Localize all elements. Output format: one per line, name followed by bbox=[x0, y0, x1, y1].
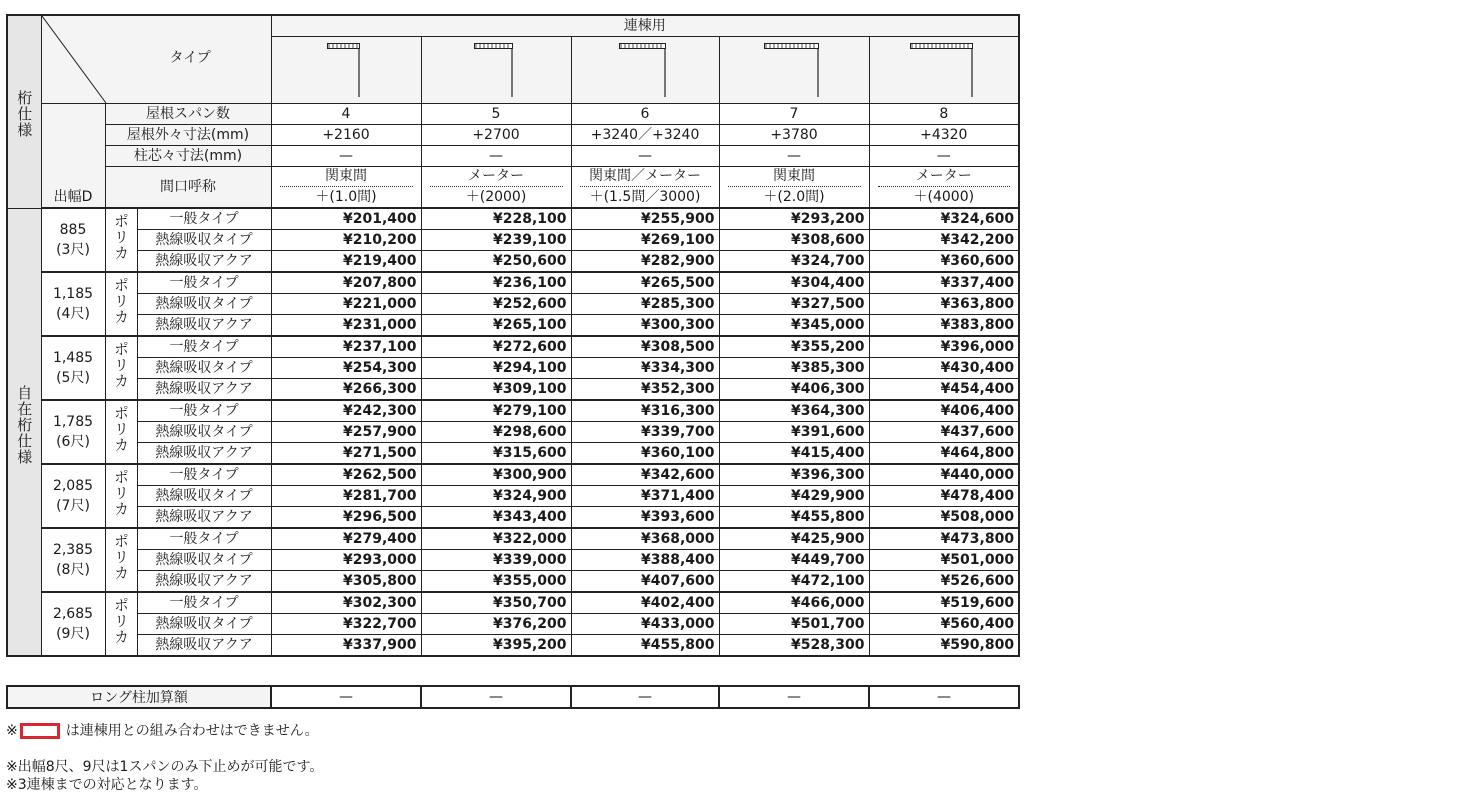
price-row bbox=[7, 550, 1019, 571]
note-mark: ※ bbox=[6, 723, 18, 739]
panel-type: 熱線吸収タイプ bbox=[137, 230, 271, 251]
material-cell bbox=[105, 528, 137, 592]
frontage-label: 間口呼称 bbox=[105, 167, 271, 209]
price-row bbox=[7, 336, 1019, 358]
width-cell bbox=[41, 208, 105, 272]
price-cell: ¥406,300 bbox=[719, 379, 869, 401]
type-icon-cell bbox=[869, 37, 1019, 104]
price-cell: ¥339,700 bbox=[571, 422, 719, 443]
price-table bbox=[6, 14, 1020, 657]
diagonal-line bbox=[42, 16, 272, 103]
price-cell: ¥308,500 bbox=[571, 336, 719, 358]
price-cell: ¥350,700 bbox=[421, 592, 571, 614]
price-cell: ¥293,200 bbox=[719, 208, 869, 230]
width-value: 1,485 bbox=[52, 350, 94, 366]
long-post-value: — bbox=[421, 686, 571, 708]
width-value: 2,685 bbox=[52, 606, 94, 622]
width-label-cell bbox=[41, 104, 105, 209]
panel-type: 熱線吸収アクア bbox=[137, 443, 271, 465]
price-cell: ¥360,100 bbox=[571, 443, 719, 465]
spec-value: +2160 bbox=[271, 125, 421, 146]
material-label: ポリカ bbox=[112, 277, 130, 325]
price-cell: ¥271,500 bbox=[271, 443, 421, 465]
width-value: 1,785 bbox=[52, 414, 94, 430]
price-cell: ¥219,400 bbox=[271, 251, 421, 273]
roof-type-icon bbox=[764, 43, 824, 99]
price-cell: ¥473,800 bbox=[869, 528, 1019, 550]
frontage-top: 関東間 bbox=[280, 167, 413, 187]
price-row bbox=[7, 443, 1019, 465]
frontage-bottom: ＋(1.5間／3000) bbox=[589, 189, 701, 205]
span-spec-label bbox=[7, 15, 41, 208]
long-post-row bbox=[7, 686, 1019, 708]
price-cell: ¥269,100 bbox=[571, 230, 719, 251]
price-cell: ¥342,600 bbox=[571, 464, 719, 486]
price-cell: ¥324,700 bbox=[719, 251, 869, 273]
price-cell: ¥472,100 bbox=[719, 571, 869, 593]
price-cell: ¥282,900 bbox=[571, 251, 719, 273]
price-cell: ¥415,400 bbox=[719, 443, 869, 465]
long-post-value: — bbox=[869, 686, 1019, 708]
spec-value: — bbox=[571, 146, 719, 167]
panel-type: 一般タイプ bbox=[137, 592, 271, 614]
panel-type: 熱線吸収タイプ bbox=[137, 614, 271, 635]
price-cell: ¥322,000 bbox=[421, 528, 571, 550]
price-cell: ¥528,300 bbox=[719, 635, 869, 657]
roof-type-icon bbox=[619, 43, 671, 99]
spec-value: +2700 bbox=[421, 125, 571, 146]
spec-value: +3780 bbox=[719, 125, 869, 146]
spec-value: — bbox=[271, 146, 421, 167]
price-cell: ¥406,400 bbox=[869, 400, 1019, 422]
panel-type: 一般タイプ bbox=[137, 528, 271, 550]
price-cell: ¥250,600 bbox=[421, 251, 571, 273]
panel-type: 熱線吸収タイプ bbox=[137, 422, 271, 443]
width-label: 出幅D bbox=[53, 189, 93, 205]
price-cell: ¥300,300 bbox=[571, 315, 719, 337]
width-cell bbox=[41, 272, 105, 336]
frontage-bottom: ＋(4000) bbox=[913, 189, 975, 205]
red-box-icon bbox=[20, 723, 60, 739]
price-cell: ¥262,500 bbox=[271, 464, 421, 486]
frontage-top: 関東間／メーター bbox=[580, 167, 711, 187]
width-cell bbox=[41, 592, 105, 656]
spec-value: 6 bbox=[571, 104, 719, 125]
width-value: 2,085 bbox=[52, 478, 94, 494]
price-row bbox=[7, 422, 1019, 443]
panel-type: 一般タイプ bbox=[137, 208, 271, 230]
width-cell bbox=[41, 336, 105, 400]
price-row bbox=[7, 208, 1019, 230]
price-row bbox=[7, 635, 1019, 657]
price-cell: ¥207,800 bbox=[271, 272, 421, 294]
price-cell: ¥265,500 bbox=[571, 272, 719, 294]
material-cell bbox=[105, 272, 137, 336]
spec-value: +3240／+3240 bbox=[571, 125, 719, 146]
material-cell bbox=[105, 592, 137, 656]
price-cell: ¥231,000 bbox=[271, 315, 421, 337]
width-shaku: (7尺) bbox=[56, 498, 90, 514]
panel-type: 熱線吸収タイプ bbox=[137, 550, 271, 571]
frontage-top: メーター bbox=[430, 167, 563, 187]
price-cell: ¥315,600 bbox=[421, 443, 571, 465]
type-icon-cell bbox=[571, 37, 719, 104]
price-cell: ¥302,300 bbox=[271, 592, 421, 614]
price-row bbox=[7, 272, 1019, 294]
long-post-label: ロング柱加算額 bbox=[7, 686, 271, 708]
panel-type: 一般タイプ bbox=[137, 272, 271, 294]
width-shaku: (9尺) bbox=[56, 626, 90, 642]
price-row bbox=[7, 592, 1019, 614]
spec-value: 5 bbox=[421, 104, 571, 125]
material-cell bbox=[105, 464, 137, 528]
type-icon-cell bbox=[719, 37, 869, 104]
panel-type: 熱線吸収アクア bbox=[137, 315, 271, 337]
price-cell: ¥352,300 bbox=[571, 379, 719, 401]
note-1-text: は連棟用との組み合わせはできません。 bbox=[65, 723, 319, 739]
frontage-top: メーター bbox=[878, 167, 1011, 187]
price-cell: ¥501,700 bbox=[719, 614, 869, 635]
long-post-value: — bbox=[571, 686, 719, 708]
width-cell bbox=[41, 528, 105, 592]
price-cell: ¥210,200 bbox=[271, 230, 421, 251]
panel-type: 一般タイプ bbox=[137, 336, 271, 358]
price-cell: ¥355,200 bbox=[719, 336, 869, 358]
price-cell: ¥345,000 bbox=[719, 315, 869, 337]
price-cell: ¥281,700 bbox=[271, 486, 421, 507]
price-cell: ¥402,400 bbox=[571, 592, 719, 614]
price-cell: ¥464,800 bbox=[869, 443, 1019, 465]
price-cell: ¥300,900 bbox=[421, 464, 571, 486]
price-cell: ¥391,600 bbox=[719, 422, 869, 443]
price-cell: ¥393,600 bbox=[571, 507, 719, 529]
body-spec-label-text: 自在桁仕様 bbox=[15, 384, 34, 465]
price-cell: ¥293,000 bbox=[271, 550, 421, 571]
frontage-top: 関東間 bbox=[728, 167, 861, 187]
material-label: ポリカ bbox=[112, 213, 130, 261]
price-row bbox=[7, 315, 1019, 337]
spec-value: 4 bbox=[271, 104, 421, 125]
price-cell: ¥590,800 bbox=[869, 635, 1019, 657]
price-cell: ¥337,900 bbox=[271, 635, 421, 657]
price-cell: ¥519,600 bbox=[869, 592, 1019, 614]
price-cell: ¥252,600 bbox=[421, 294, 571, 315]
spec-value: — bbox=[719, 146, 869, 167]
type-icon-cell bbox=[421, 37, 571, 104]
price-cell: ¥327,500 bbox=[719, 294, 869, 315]
width-shaku: (5尺) bbox=[56, 370, 90, 386]
note-2: ※出幅8尺、9尺は1スパンのみ下止めが可能です。 bbox=[6, 759, 324, 775]
frontage-value bbox=[421, 167, 571, 209]
material-cell bbox=[105, 400, 137, 464]
price-cell: ¥383,800 bbox=[869, 315, 1019, 337]
price-cell: ¥430,400 bbox=[869, 358, 1019, 379]
note-3: ※3連棟までの対応となります。 bbox=[6, 777, 208, 793]
price-row bbox=[7, 464, 1019, 486]
frontage-value bbox=[571, 167, 719, 209]
long-post-value: — bbox=[719, 686, 869, 708]
spec-label: 屋根外々寸法(mm) bbox=[105, 125, 271, 146]
panel-type: 熱線吸収アクア bbox=[137, 635, 271, 657]
price-row bbox=[7, 379, 1019, 401]
price-cell: ¥308,600 bbox=[719, 230, 869, 251]
price-cell: ¥337,400 bbox=[869, 272, 1019, 294]
price-cell: ¥343,400 bbox=[421, 507, 571, 529]
panel-type: 熱線吸収アクア bbox=[137, 571, 271, 593]
panel-type: 熱線吸収タイプ bbox=[137, 486, 271, 507]
price-cell: ¥437,600 bbox=[869, 422, 1019, 443]
panel-type: 熱線吸収アクア bbox=[137, 379, 271, 401]
price-cell: ¥455,800 bbox=[719, 507, 869, 529]
group-label: 連棟用 bbox=[271, 15, 1019, 37]
frontage-bottom: ＋(2000) bbox=[465, 189, 527, 205]
price-cell: ¥316,300 bbox=[571, 400, 719, 422]
spec-row bbox=[7, 104, 1019, 125]
panel-type: 一般タイプ bbox=[137, 464, 271, 486]
diagonal-header bbox=[42, 16, 271, 103]
price-cell: ¥237,100 bbox=[271, 336, 421, 358]
price-cell: ¥201,400 bbox=[271, 208, 421, 230]
price-row bbox=[7, 358, 1019, 379]
panel-type: 熱線吸収アクア bbox=[137, 251, 271, 273]
price-cell: ¥455,800 bbox=[571, 635, 719, 657]
spec-label: 柱芯々寸法(mm) bbox=[105, 146, 271, 167]
price-row bbox=[7, 507, 1019, 529]
price-cell: ¥429,900 bbox=[719, 486, 869, 507]
panel-type: 一般タイプ bbox=[137, 400, 271, 422]
panel-type: 熱線吸収アクア bbox=[137, 507, 271, 529]
price-cell: ¥433,000 bbox=[571, 614, 719, 635]
price-cell: ¥396,000 bbox=[869, 336, 1019, 358]
width-cell bbox=[41, 400, 105, 464]
width-value: 1,185 bbox=[52, 286, 94, 302]
roof-type-icon bbox=[327, 43, 365, 99]
material-cell bbox=[105, 208, 137, 272]
long-post-value: — bbox=[271, 686, 421, 708]
price-cell: ¥221,000 bbox=[271, 294, 421, 315]
price-cell: ¥305,800 bbox=[271, 571, 421, 593]
header-row-group bbox=[7, 15, 1019, 37]
price-row bbox=[7, 486, 1019, 507]
spec-row bbox=[7, 125, 1019, 146]
price-cell: ¥298,600 bbox=[421, 422, 571, 443]
price-cell: ¥255,900 bbox=[571, 208, 719, 230]
width-shaku: (8尺) bbox=[56, 562, 90, 578]
price-cell: ¥526,600 bbox=[869, 571, 1019, 593]
body-spec-label bbox=[7, 208, 41, 656]
price-cell: ¥304,400 bbox=[719, 272, 869, 294]
width-shaku: (3尺) bbox=[56, 242, 90, 258]
material-label: ポリカ bbox=[112, 597, 130, 645]
price-cell: ¥371,400 bbox=[571, 486, 719, 507]
long-post-table bbox=[6, 685, 1020, 709]
price-cell: ¥342,200 bbox=[869, 230, 1019, 251]
material-label: ポリカ bbox=[112, 469, 130, 517]
price-cell: ¥363,800 bbox=[869, 294, 1019, 315]
price-cell: ¥449,700 bbox=[719, 550, 869, 571]
frontage-value bbox=[869, 167, 1019, 209]
frontage-row bbox=[7, 167, 1019, 209]
price-cell: ¥324,900 bbox=[421, 486, 571, 507]
price-cell: ¥501,000 bbox=[869, 550, 1019, 571]
price-cell: ¥395,200 bbox=[421, 635, 571, 657]
price-cell: ¥440,000 bbox=[869, 464, 1019, 486]
type-icon-cell bbox=[271, 37, 421, 104]
price-cell: ¥334,300 bbox=[571, 358, 719, 379]
material-label: ポリカ bbox=[112, 533, 130, 581]
spec-value: — bbox=[421, 146, 571, 167]
price-cell: ¥236,100 bbox=[421, 272, 571, 294]
spec-value: +4320 bbox=[869, 125, 1019, 146]
price-row bbox=[7, 571, 1019, 593]
price-row bbox=[7, 251, 1019, 273]
roof-type-icon bbox=[474, 43, 518, 99]
price-cell: ¥425,900 bbox=[719, 528, 869, 550]
type-label: タイプ bbox=[169, 50, 211, 66]
price-cell: ¥228,100 bbox=[421, 208, 571, 230]
price-cell: ¥266,300 bbox=[271, 379, 421, 401]
width-shaku: (6尺) bbox=[56, 434, 90, 450]
price-cell: ¥376,200 bbox=[421, 614, 571, 635]
type-diagonal-cell bbox=[41, 15, 271, 104]
material-label: ポリカ bbox=[112, 405, 130, 453]
price-row bbox=[7, 614, 1019, 635]
price-cell: ¥396,300 bbox=[719, 464, 869, 486]
material-cell bbox=[105, 336, 137, 400]
price-cell: ¥265,100 bbox=[421, 315, 571, 337]
price-cell: ¥478,400 bbox=[869, 486, 1019, 507]
price-cell: ¥560,400 bbox=[869, 614, 1019, 635]
price-cell: ¥385,300 bbox=[719, 358, 869, 379]
span-spec-label-text: 桁仕様 bbox=[15, 90, 34, 138]
panel-type: 熱線吸収タイプ bbox=[137, 294, 271, 315]
price-cell: ¥279,400 bbox=[271, 528, 421, 550]
price-cell: ¥254,300 bbox=[271, 358, 421, 379]
price-cell: ¥388,400 bbox=[571, 550, 719, 571]
price-cell: ¥454,400 bbox=[869, 379, 1019, 401]
price-cell: ¥309,100 bbox=[421, 379, 571, 401]
roof-type-icon bbox=[910, 43, 978, 99]
frontage-value bbox=[271, 167, 421, 209]
price-cell: ¥296,500 bbox=[271, 507, 421, 529]
price-cell: ¥360,600 bbox=[869, 251, 1019, 273]
width-value: 885 bbox=[59, 222, 87, 238]
width-value: 2,385 bbox=[52, 542, 94, 558]
width-cell bbox=[41, 464, 105, 528]
price-cell: ¥239,100 bbox=[421, 230, 571, 251]
frontage-bottom: ＋(1.0間) bbox=[315, 189, 377, 205]
price-cell: ¥279,100 bbox=[421, 400, 571, 422]
price-cell: ¥508,000 bbox=[869, 507, 1019, 529]
price-row bbox=[7, 230, 1019, 251]
price-cell: ¥364,300 bbox=[719, 400, 869, 422]
spec-value: 7 bbox=[719, 104, 869, 125]
spec-row bbox=[7, 146, 1019, 167]
frontage-bottom: ＋(2.0間) bbox=[763, 189, 825, 205]
price-cell: ¥242,300 bbox=[271, 400, 421, 422]
price-cell: ¥368,000 bbox=[571, 528, 719, 550]
material-label: ポリカ bbox=[112, 341, 130, 389]
spec-label: 屋根スパン数 bbox=[105, 104, 271, 125]
price-cell: ¥339,000 bbox=[421, 550, 571, 571]
panel-type: 熱線吸収タイプ bbox=[137, 358, 271, 379]
spec-value: — bbox=[869, 146, 1019, 167]
price-cell: ¥324,600 bbox=[869, 208, 1019, 230]
price-row bbox=[7, 400, 1019, 422]
price-cell: ¥407,600 bbox=[571, 571, 719, 593]
price-cell: ¥272,600 bbox=[421, 336, 571, 358]
spec-value: 8 bbox=[869, 104, 1019, 125]
frontage-value bbox=[719, 167, 869, 209]
price-cell: ¥355,000 bbox=[421, 571, 571, 593]
width-shaku: (4尺) bbox=[56, 306, 90, 322]
price-row bbox=[7, 528, 1019, 550]
price-cell: ¥294,100 bbox=[421, 358, 571, 379]
price-cell: ¥466,000 bbox=[719, 592, 869, 614]
note-1 bbox=[6, 722, 319, 740]
price-cell: ¥322,700 bbox=[271, 614, 421, 635]
price-cell: ¥285,300 bbox=[571, 294, 719, 315]
price-row bbox=[7, 294, 1019, 315]
price-cell: ¥257,900 bbox=[271, 422, 421, 443]
